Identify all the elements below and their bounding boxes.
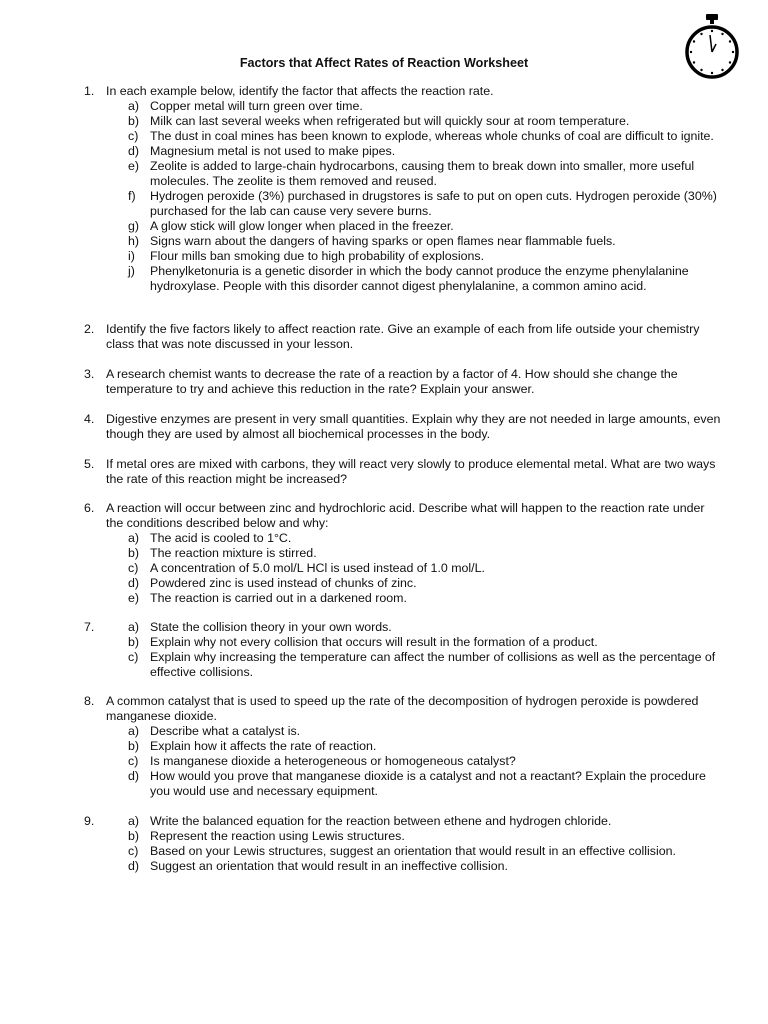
sub-item	[128, 769, 724, 799]
item-letter: c)	[128, 844, 139, 858]
question-number: 3.	[84, 367, 95, 381]
item-text: A glow stick will glow longer when placed in the freezer.	[150, 219, 454, 233]
item-letter: b)	[128, 739, 140, 753]
item-text: Phenylketonuria is a genetic disorder in which the body cannot produce the enzyme phenylalanine hydroxylase. People with this disorder cannot digest phenylalanine, a common amino acid.	[150, 264, 689, 293]
item-letter: g)	[128, 219, 140, 233]
item-text: Based on your Lewis structures, suggest an orientation that would result in an effective collision.	[150, 844, 676, 858]
item-letter: j)	[128, 264, 135, 278]
item-text: A concentration of 5.0 mol/L HCl is used instead of 1.0 mol/L.	[150, 561, 485, 575]
sub-item	[128, 114, 724, 129]
item-text: Milk can last several weeks when refrigerated but will quickly sour at room temperature.	[150, 114, 630, 128]
item-letter: h)	[128, 234, 140, 248]
sub-item	[128, 159, 724, 189]
question-text: Identify the five factors likely to affect reaction rate. Give an example of each from life outside your chemistry class that was note discussed in your lesson.	[106, 322, 700, 351]
item-text: The reaction mixture is stirred.	[150, 546, 317, 560]
item-letter: i)	[128, 249, 135, 263]
item-text: Signs warn about the dangers of having sparks or open flames near flammable fuels.	[150, 234, 616, 248]
sub-item	[128, 635, 724, 650]
item-letter: c)	[128, 650, 139, 664]
question-3	[84, 367, 724, 397]
sub-item	[128, 814, 724, 829]
sub-item	[128, 844, 724, 859]
question-number: 4.	[84, 412, 95, 426]
question-text: A research chemist wants to decrease the rate of a reaction by a factor of 4. How should she change the temperature to try and achieve this reduction in the rate? Explain your answer.	[106, 367, 678, 396]
question-5	[84, 457, 724, 487]
question-2	[84, 322, 724, 352]
question-number: 9.	[84, 814, 95, 828]
item-text: Flour mills ban smoking due to high probability of explosions.	[150, 249, 485, 263]
item-letter: d)	[128, 576, 140, 590]
question-number: 5.	[84, 457, 95, 471]
item-letter: b)	[128, 114, 140, 128]
question-9	[84, 814, 724, 874]
question-number: 6.	[84, 501, 95, 515]
question-4	[84, 412, 724, 442]
item-text: Represent the reaction using Lewis structures.	[150, 829, 405, 843]
item-text: Explain why increasing the temperature can affect the number of collisions as well as the percentage of effective collisions.	[150, 650, 716, 679]
item-letter: a)	[128, 724, 140, 738]
item-letter: a)	[128, 99, 140, 113]
sub-item	[128, 724, 724, 739]
item-letter: d)	[128, 859, 140, 873]
sub-item	[128, 531, 724, 546]
item-text: How would you prove that manganese dioxide is a catalyst and not a reactant? Explain the procedure you would use and necessary equipment.	[150, 769, 706, 798]
sub-item	[128, 99, 724, 114]
item-text: Explain how it affects the rate of reaction.	[150, 739, 377, 753]
question-text: Digestive enzymes are present in very small quantities. Explain why they are not needed in large amounts, even though they are used by almost all biochemical processes in the body.	[106, 412, 721, 441]
item-text: The acid is cooled to 1°C.	[150, 531, 292, 545]
item-text: The dust in coal mines has been known to explode, whereas whole chunks of coal are difficult to ignite.	[150, 129, 714, 143]
question-number: 1.	[84, 84, 95, 98]
item-text: The reaction is carried out in a darkened room.	[150, 591, 407, 605]
question-text: A common catalyst that is used to speed up the rate of the decomposition of hydrogen peroxide is powdered manganese dioxide.	[106, 694, 699, 723]
item-text: Write the balanced equation for the reaction between ethene and hydrogen chloride.	[150, 814, 612, 828]
question-text: In each example below, identify the factor that affects the reaction rate.	[106, 84, 494, 98]
item-text: Copper metal will turn green over time.	[150, 99, 363, 113]
item-letter: c)	[128, 129, 139, 143]
question-number: 2.	[84, 322, 95, 336]
item-letter: a)	[128, 620, 140, 634]
sub-item	[128, 576, 724, 591]
item-text: Zeolite is added to large-chain hydrocarbons, causing them to break down into smaller, more useful molecules. The zeolite is them removed and reused.	[150, 159, 695, 188]
sub-item	[128, 650, 724, 680]
item-text: Hydrogen peroxide (3%) purchased in drugstores is safe to put on open cuts. Hydrogen peroxide (30%) purchased for the lab can cause very severe burns.	[150, 189, 717, 218]
sub-item	[128, 754, 724, 769]
sub-item	[128, 591, 724, 606]
sub-item	[128, 264, 724, 294]
sub-item	[128, 249, 724, 264]
item-letter: f)	[128, 189, 136, 203]
item-text: Is manganese dioxide a heterogeneous or homogeneous catalyst?	[150, 754, 516, 768]
sub-item	[128, 829, 724, 844]
question-number: 8.	[84, 694, 95, 708]
question-1	[84, 84, 724, 294]
item-text: Describe what a catalyst is.	[150, 724, 301, 738]
sub-item	[128, 219, 724, 234]
item-letter: c)	[128, 561, 139, 575]
question-8	[84, 694, 724, 799]
item-text: Suggest an orientation that would result in an ineffective collision.	[150, 859, 508, 873]
sub-item	[128, 234, 724, 249]
item-letter: a)	[128, 814, 140, 828]
question-text: If metal ores are mixed with carbons, they will react very slowly to produce elemental metal. What are two ways the rate of this reaction might be increased?	[106, 457, 716, 486]
item-letter: e)	[128, 591, 140, 605]
sub-item	[128, 561, 724, 576]
item-letter: a)	[128, 531, 140, 545]
sub-item	[128, 546, 724, 561]
item-letter: b)	[128, 546, 140, 560]
sub-item	[128, 620, 724, 635]
worksheet-title: Factors that Affect Rates of Reaction Worksheet	[239, 56, 529, 70]
item-text: Magnesium metal is not used to make pipes.	[150, 144, 396, 158]
sub-item	[128, 144, 724, 159]
question-text: A reaction will occur between zinc and hydrochloric acid. Describe what will happen to the reaction rate under the conditions described below and why:	[106, 501, 705, 530]
sub-item	[128, 129, 724, 144]
question-7	[84, 620, 724, 680]
item-letter: e)	[128, 159, 140, 173]
question-6	[84, 501, 724, 606]
item-letter: d)	[128, 144, 140, 158]
item-letter: d)	[128, 769, 140, 783]
question-number: 7.	[84, 620, 95, 634]
sub-item	[128, 859, 724, 874]
sub-item	[128, 189, 724, 219]
item-text: Powdered zinc is used instead of chunks of zinc.	[150, 576, 417, 590]
item-letter: b)	[128, 829, 140, 843]
sub-item	[128, 739, 724, 754]
item-text: State the collision theory in your own words.	[150, 620, 392, 634]
item-letter: b)	[128, 635, 140, 649]
item-letter: c)	[128, 754, 139, 768]
stopwatch-icon	[684, 14, 740, 80]
item-text: Explain why not every collision that occurs will result in the formation of a product.	[150, 635, 598, 649]
